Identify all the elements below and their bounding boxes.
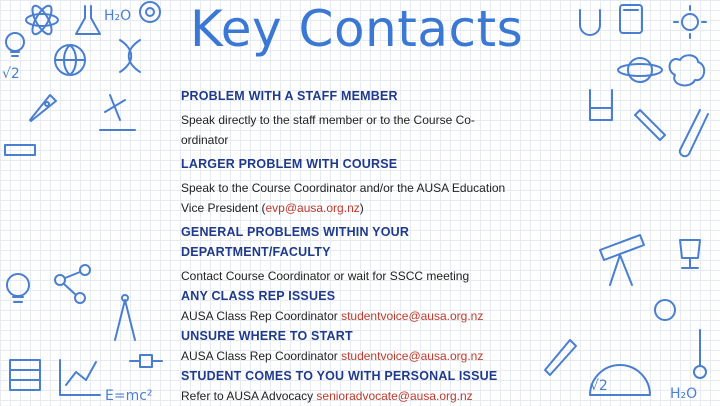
telescope-icon (600, 235, 644, 285)
doodle-h2o-text: H₂O (104, 8, 132, 24)
section-class-rep (181, 286, 521, 326)
gear-icon (140, 2, 160, 22)
sun-icon (674, 6, 706, 38)
section-unsure (181, 326, 521, 366)
doodle-emc2-text: E=mc² (105, 388, 153, 404)
section-staff-member (181, 86, 521, 150)
doodle-h2o-2-text: H₂O (670, 386, 698, 402)
light-icon (655, 300, 675, 320)
compass-icon (115, 295, 135, 340)
thermometer-icon (694, 330, 706, 378)
email-link-advocate[interactable]: senioradvocate@ausa.org.nz (316, 389, 473, 403)
section-text-after: ) (359, 201, 364, 215)
section-text (181, 178, 521, 218)
rocket-icon (30, 95, 56, 121)
chart-icon (60, 360, 100, 395)
brain-icon (670, 55, 705, 85)
section-text-before: Speak to the Course Coordinator and/or the AUSA Education Vice President ( (181, 181, 506, 215)
section-heading: ANY CLASS REP ISSUES (181, 289, 336, 303)
dna-icon (120, 40, 140, 72)
trophy-icon (680, 240, 700, 268)
abacus-icon (10, 360, 40, 390)
section-text (181, 346, 521, 366)
atom-icon (26, 3, 58, 37)
section-text-label: AUSA Class Rep Coordinator (181, 309, 342, 323)
globe-icon (55, 45, 85, 75)
calculator-icon (620, 5, 642, 33)
section-text (181, 386, 521, 406)
contacts-list (181, 86, 521, 406)
section-heading: UNSURE WHERE TO START (181, 329, 353, 343)
flask-icon (76, 6, 100, 34)
doodle-sqrt-2-text: √2 (590, 378, 608, 394)
bulb-icon (7, 274, 29, 302)
section-text (181, 306, 521, 326)
section-heading: LARGER PROBLEM WITH COURSE (181, 157, 398, 171)
page-title: Key Contacts (190, 0, 524, 58)
rocket-2-icon (545, 340, 576, 375)
email-link-studentvoice[interactable]: studentvoice@ausa.org.nz (341, 349, 484, 363)
section-heading: GENERAL PROBLEMS WITHIN YOUR DEPARTMENT/FACULTY (181, 225, 410, 259)
section-department (181, 222, 521, 286)
beaker-icon (590, 90, 612, 120)
section-text: Contact Course Coordinator or wait for SSCC meeting (181, 269, 470, 283)
ruler-icon (5, 145, 35, 155)
email-link-evp[interactable]: evp@ausa.org.nz (265, 201, 360, 215)
test-tube-icon (680, 110, 708, 156)
planet-icon (618, 58, 662, 82)
doodle-sqrt-text: √2 (2, 66, 20, 82)
section-text: Speak directly to the staff member or to the Course Co-ordinator (181, 113, 475, 147)
microscope-icon (100, 95, 135, 130)
section-larger-problem (181, 154, 521, 218)
molecule-icon (55, 265, 90, 303)
section-text-label: Refer to AUSA Advocacy (181, 389, 317, 403)
email-link-studentvoice[interactable]: studentvoice@ausa.org.nz (341, 309, 484, 323)
section-personal-issue (181, 366, 521, 406)
satellite-icon (130, 355, 162, 367)
section-heading: PROBLEM WITH A STAFF MEMBER (181, 89, 398, 103)
section-text-label: AUSA Class Rep Coordinator (181, 349, 342, 363)
lightbulb-icon (6, 33, 24, 56)
section-heading: STUDENT COMES TO YOU WITH PERSONAL ISSUE (181, 369, 498, 383)
pencil-icon (635, 110, 665, 140)
magnet-icon (580, 10, 600, 35)
